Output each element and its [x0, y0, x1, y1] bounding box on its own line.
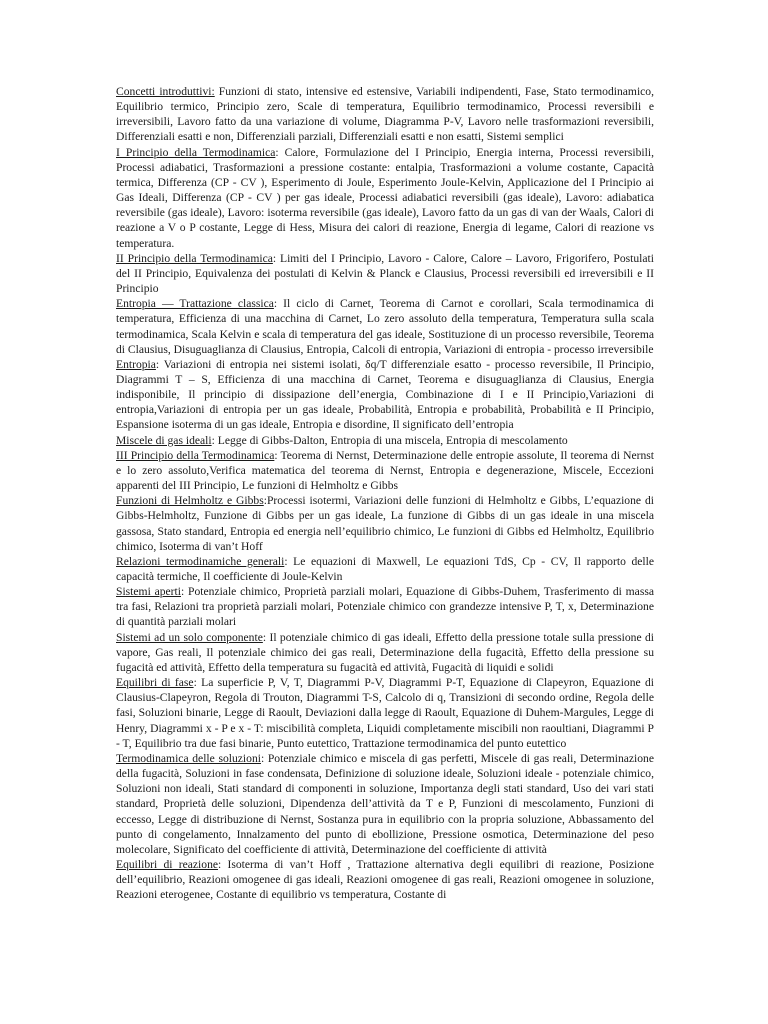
section-body: : Variazioni di entropia nei sistemi isolati, δq/T differenziale esatto - processo reversibile, Il Principio, Diagrammi T – S, Efficienza di una macchina di Carnet, Teorema e disuguaglianza di Clausius, Energia indisponibile, Il principio di dissipazione dell’energia, Combinazione di I e II Principio,Variazioni di entropia,Variazioni di entropia per un gas ideale, Probabilità, Entropia e probabilità, Probabilità e II Principio, Espansione isoterma di un gas ideale, Entropia e disordine, Il significato dell’entropia — [116, 357, 654, 432]
section-equilibri-di-fase — [116, 675, 654, 751]
section-heading: Entropia — [116, 357, 156, 371]
section-heading: Relazioni termodinamiche generali — [116, 554, 285, 568]
section-body: Funzioni di stato, intensive ed estensive, Variabili indipendenti, Fase, Stato termodinamico, Equilibrio termico, Principio zero, Scale di temperatura, Equilibrio termodinamico, Processi reversibili e irreversibili, Lavoro fatto da una variazione di volume, Diagramma P-V, Lavoro nelle trasformazioni reversibili, Differenziali esatti e non, Differenziali parziali, Differenziali esatti e non esatti, Sistemi semplici — [116, 85, 655, 144]
section-body: : Le equazioni di Maxwell, Le equazioni TdS, Cp - CV, Il rapporto delle capacità termiche, Il coefficiente di Joule-Kelvin — [116, 554, 655, 583]
section-sistemi-un-componente — [116, 630, 654, 675]
section-concetti-introduttivi — [116, 84, 654, 145]
section-body: : La superficie P, V, T, Diagrammi P-V, Diagrammi P-T, Equazione di Clapeyron, Equazione di Clausius-Clapeyron, Regola di Trouton, Diagrammi T-S, Calcolo di q, Transizioni di secondo ordine, Regola delle fasi, Soluzioni binarie, Legge di Raoult, Deviazioni dalla legge di Raoult, Equazione di Duhem-Margules, Legge di Henry, Diagrammi x - P e x - T: miscibilità completa, Liquidi completamente miscibili non raoultiani, Diagrammi P - T, Equilibrio tra due fasi binarie, Punto eutettico, Trattazione termodinamica del punto eutettico — [116, 676, 655, 750]
section-body: : Teorema di Nernst, Determinazione delle entropie assolute, Il teorema di Nernst e lo zero assoluto,Verifica matematica del teorema di Nernst, Entropia e degenerazione, Miscele, Eccezioni apparenti del III Principio, Le funzioni di Helmholtz e Gibbs — [116, 448, 655, 493]
section-heading: Entropia — Trattazione classica — [116, 297, 274, 311]
section-body: : Il ciclo di Carnet, Teorema di Carnot e corollari, Scala termodinamica di temperatura, Efficienza di una macchina di Carnet, Lo zero assoluto della temperatura, Temperatura sulla scala termodinamica, Scala Kelvin e scala di temperatura del gas ideale, Sostituzione di un processo reversibile, Teorema di Clausius, Disuguaglianza di Clausius, Entropia, Calcoli di entropia, Variazioni di entropia - processo irreversibile — [116, 297, 654, 356]
section-heading: Equilibri di reazione — [116, 857, 219, 871]
section-body: : Isoterma di van’t Hoff , Trattazione alternativa degli equilibri di reazione, Posizione dell’equilibrio, Reazioni omogenee di gas ideali, Reazioni omogenee di gas reali, Reazioni omogenee in soluzione, Reazioni eterogenee, Costante di equilibrio vs temperatura, Costante di — [116, 857, 654, 902]
section-entropia-classica — [116, 296, 654, 357]
section-termodinamica-soluzioni — [116, 751, 654, 857]
section-body: : Calore, Formulazione del I Principio, Energia interna, Processi reversibili, Processi adiabatici, Trasformazioni a pressione costante: entalpia, Trasformazioni a volume costante, Capacità termica, Differenza (CP - CV ), Esperimento di Joule, Esperimento Joule-Kelvin, Applicazione del I Principio ai Gas Ideali, Differenza (CP - CV ) per gas ideale, Processi adiabatici reversibili (gas ideale), Lavoro: adiabatica reversibile (gas ideale), Lavoro: isoterma reversibile (gas ideale), Lavoro fatto da un gas di van der Waals, Calori di reazione a V o P costante, Legge di Hess, Misura dei calori di reazione, Energia di legame, Calori di reazione vs temperatura. — [116, 145, 654, 250]
section-heading: Funzioni di Helmholtz e Gibbs — [116, 494, 264, 508]
section-body: : Legge di Gibbs-Dalton, Entropia di una miscela, Entropia di mescolamento — [211, 433, 568, 447]
section-body: :Processi isotermi, Variazioni delle funzioni di Helmholtz e Gibbs, L’equazione di Gibbs-Helmholtz, Funzione di Gibbs per un gas ideale, La funzione di Gibbs di un gas ideale in una miscela gassosa, Stato standard, Entropia ed energia nell’equilibrio chimico, Le funzioni di Gibbs ed Helmholtz, Equilibrio chimico, Isoterma di van’t Hoff — [116, 494, 654, 553]
section-i-principio — [116, 145, 654, 251]
section-ii-principio — [116, 251, 654, 296]
document-page — [116, 84, 654, 902]
section-body: : Potenziale chimico, Proprietà parziali molari, Equazione di Gibbs-Duhem, Trasferimento di massa tra fasi, Relazioni tra proprietà parziali molari, Potenziale chimico con grandezze intensive P, T, x, Determinazione di quantità parziali molari — [116, 585, 655, 629]
section-heading: II Principio della Termodinamica — [116, 251, 273, 265]
section-body: : Limiti del I Principio, Lavoro - Calore, Calore – Lavoro, Frigorifero, Postulati del II Principio, Equivalenza dei postulati di Kelvin & Planck e Clausius, Processi reversibili ed irreversibili e II Principio — [116, 251, 654, 296]
section-funzioni-helmholtz-gibbs — [116, 493, 654, 554]
section-body: : Potenziale chimico e miscela di gas perfetti, Miscele di gas reali, Determinazione della fugacità, Soluzioni in fase condensata, Definizione di soluzione ideale, Soluzioni ideale - potenziale chimico, Soluzioni non ideali, Stati standard di componenti in soluzione, Importanza degli stati standard, Uso dei vari stati standard, Proprietà delle soluzioni, Dipendenza dell’attività da T e P, Funzioni di mescolamento, Funzioni di eccesso, Legge di distribuzione di Nernst, Sostanza pura in equilibrio con la propria soluzione, Abbassamento del punto di congelamento, Innalzamento del punto di ebollizione, Pressione osmotica, Determinazione del peso molecolare, Significato del coefficiente di attività, Determinazione del coefficiente di attività — [116, 751, 654, 856]
section-equilibri-di-reazione — [116, 857, 654, 902]
section-heading: Termodinamica delle soluzioni — [116, 751, 261, 765]
section-iii-principio — [116, 448, 654, 493]
section-heading: Equilibri di fase — [116, 676, 194, 690]
section-heading: Concetti introduttivi: — [116, 85, 215, 98]
section-miscele-gas-ideali — [116, 433, 654, 448]
section-relazioni-termodinamiche — [116, 554, 654, 584]
section-heading: III Principio della Termodinamica — [116, 448, 275, 462]
section-heading: Miscele di gas ideali — [116, 433, 212, 447]
section-heading: Sistemi aperti — [116, 585, 181, 599]
section-heading: Sistemi ad un solo componente — [116, 630, 263, 644]
section-heading: I Principio della Termodinamica — [116, 145, 276, 159]
section-entropia — [116, 357, 654, 433]
section-body: : Il potenziale chimico di gas ideali, Effetto della pressione totale sulla pressione di vapore, Gas reali, Il potenziale chimico dei gas reali, Determinazione della fugacità, Effetto della pressione su fugacità ed attività, Effetto della temperatura su fugacità ed attività, Fugacità di liquidi e solidi — [116, 630, 655, 674]
section-sistemi-aperti — [116, 584, 654, 629]
